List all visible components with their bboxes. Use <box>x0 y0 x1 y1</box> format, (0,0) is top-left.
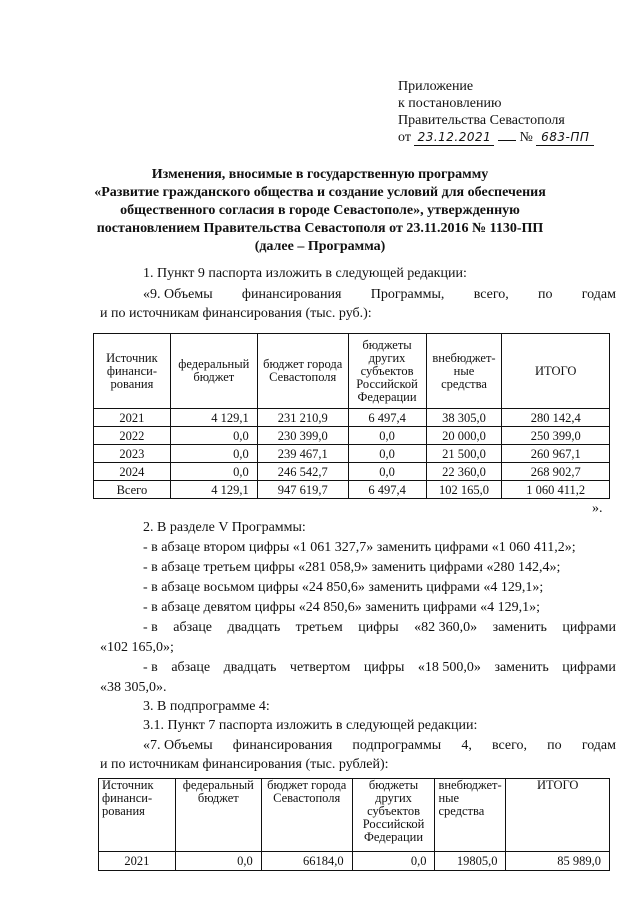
handwritten-number: 683-ПП <box>541 130 590 144</box>
header-federal: федеральный бюджет <box>170 334 257 409</box>
p1-line-3: и по источникам финансирования (тыс. руб.): <box>100 306 372 321</box>
cell-other-subjects: 6 497,4 <box>348 409 426 427</box>
title-line-4: постановлением Правительства Севастополя от 23.11.2016 № 1130-ПП <box>96 221 544 236</box>
cell-total: 268 902,7 <box>502 463 610 481</box>
p2-item: - в абзаце втором цифры «1 061 327,7» заменить цифрами «1 060 411,2»; <box>143 540 576 555</box>
header-city: бюджет города Севастополя <box>261 779 352 852</box>
title-line-5: (далее – Программа) <box>254 239 386 254</box>
annex-line-1: Приложение <box>398 79 474 94</box>
cell-other-subjects: 6 497,4 <box>348 481 426 499</box>
p2-word: «18 500,0» <box>417 660 481 675</box>
cell-city: 230 399,0 <box>257 427 348 445</box>
p2-item: - в абзаце девятом цифры «24 850,6» заменить цифрами «4 129,1»; <box>143 600 541 615</box>
cell-federal: 4 129,1 <box>170 481 257 499</box>
p1-line-2 <box>143 286 616 304</box>
p2-word: цифры <box>363 660 405 675</box>
table-row <box>94 427 610 445</box>
title-line-3: общественного согласия в городе Севастополе», утвержденную <box>120 203 520 218</box>
cell-off-budget: 21 500,0 <box>426 445 502 463</box>
p1-word: Программы, <box>370 287 445 302</box>
cell-total: 260 967,1 <box>502 445 610 463</box>
table1-closing-quote: ». <box>592 501 603 516</box>
cell-other-subjects: 0,0 <box>348 445 426 463</box>
annex-date-line <box>398 129 594 146</box>
cell-federal: 0,0 <box>170 463 257 481</box>
cell-off-budget: 102 165,0 <box>426 481 502 499</box>
header-source: Источник финанси-рования <box>99 779 176 852</box>
cell-total: 1 060 411,2 <box>502 481 610 499</box>
p2-word: «82 360,0» <box>414 620 478 635</box>
table-row <box>94 445 610 463</box>
p3-sub: 3.1. Пункт 7 паспорта изложить в следующей редакции: <box>143 718 478 733</box>
p2-word: третьем <box>295 620 343 635</box>
financing-table-1 <box>93 333 610 499</box>
annex-line-2: к постановлению <box>398 96 502 111</box>
p2-word: цифрами <box>562 660 616 675</box>
cell-total: 250 399,0 <box>502 427 610 445</box>
cell-total: 280 142,4 <box>502 409 610 427</box>
p2-word: цифрами <box>562 620 616 635</box>
cell-city: 231 210,9 <box>257 409 348 427</box>
cell-other-subjects: 0,0 <box>352 852 435 871</box>
document-title <box>60 166 580 256</box>
cell-other-subjects: 0,0 <box>348 463 426 481</box>
p3-word: годам <box>581 738 616 753</box>
cell-federal: 0,0 <box>170 445 257 463</box>
p2-heading: 2. В разделе V Программы: <box>143 520 306 535</box>
cell-year: 2021 <box>94 409 171 427</box>
header-total: ИТОГО <box>502 334 610 409</box>
cell-other-subjects: 0,0 <box>348 427 426 445</box>
p2-word: четвертом <box>289 660 351 675</box>
p3-word: по <box>547 738 562 753</box>
p1-line-1: 1. Пункт 9 паспорта изложить в следующей редакции: <box>143 266 467 281</box>
annex-line-3: Правительства Севастополя <box>398 113 565 128</box>
number-underline <box>536 130 594 146</box>
header-other-subjects: бюджеты других субъектов Российской Федерации <box>348 334 426 409</box>
number-prefix: № <box>519 130 533 145</box>
p2-item-5 <box>143 619 616 637</box>
p2-word: - в <box>143 660 158 675</box>
cell-federal: 0,0 <box>175 852 261 871</box>
table-row <box>94 463 610 481</box>
title-line-2: «Развитие гражданского общества и создание условий для обеспечения <box>94 185 546 200</box>
cell-year: 2023 <box>94 445 171 463</box>
table-row <box>94 409 610 427</box>
p3-word: финансирования <box>232 738 333 753</box>
title-line-1: Изменения, вносимые в государственную программу <box>151 167 489 182</box>
p3-heading: 3. В подпрограмме 4: <box>143 699 270 714</box>
header-other-subjects: бюджеты других субъектов Российской Федерации <box>352 779 435 852</box>
date-prefix: от <box>398 130 411 145</box>
cell-city: 66184,0 <box>261 852 352 871</box>
header-city: бюджет города Севастополя <box>257 334 348 409</box>
cell-city: 246 542,7 <box>257 463 348 481</box>
header-total: ИТОГО <box>506 779 610 852</box>
p2-item-6 <box>143 659 616 677</box>
p2-word: цифры <box>358 620 399 635</box>
p2-word: заменить <box>494 660 549 675</box>
cell-year: 2021 <box>99 852 176 871</box>
table-header-row <box>99 779 610 852</box>
table-row <box>99 852 610 871</box>
cell-off-budget: 20 000,0 <box>426 427 502 445</box>
header-off-budget: внебюджет-ные средства <box>426 334 502 409</box>
header-off-budget: внебюджет-ные средства <box>435 779 506 852</box>
annex-block <box>398 78 594 146</box>
table-row-total <box>94 481 610 499</box>
header-source: Источник финанси-рования <box>94 334 171 409</box>
cell-off-budget: 22 360,0 <box>426 463 502 481</box>
date-underline <box>414 130 494 146</box>
p1-word: по <box>538 287 553 302</box>
cell-city: 947 619,7 <box>257 481 348 499</box>
financing-table-2 <box>98 778 610 871</box>
p1-word: годам <box>581 287 616 302</box>
cell-off-budget: 19805,0 <box>435 852 506 871</box>
p3-line-2: и по источникам финансирования (тыс. рублей): <box>100 757 389 772</box>
cell-year: 2022 <box>94 427 171 445</box>
p2-item-6-cont: «38 305,0». <box>100 680 167 695</box>
cell-total: 85 989,0 <box>506 852 610 871</box>
p3-word: 4, <box>461 738 472 753</box>
p3-word: «7. Объемы <box>143 738 213 753</box>
p2-word: двадцать <box>223 660 277 675</box>
p2-word: заменить <box>492 620 547 635</box>
p1-word: финансирования <box>241 287 342 302</box>
p2-item: - в абзаце третьем цифры «281 058,9» заменить цифрами «280 142,4»; <box>143 560 561 575</box>
table-header-row <box>94 334 610 409</box>
date-gap-underline <box>498 140 516 141</box>
p2-word: абзаце <box>173 620 213 635</box>
p3-word: всего, <box>492 738 528 753</box>
p1-word: «9. Объемы <box>143 287 213 302</box>
p3-line <box>143 737 616 755</box>
p2-item: - в абзаце восьмом цифры «24 850,6» заменить цифрами «4 129,1»; <box>143 580 544 595</box>
p2-word: абзаце <box>171 660 211 675</box>
cell-year: 2024 <box>94 463 171 481</box>
cell-federal: 0,0 <box>170 427 257 445</box>
p2-item-5-cont: «102 165,0»; <box>100 640 174 655</box>
cell-federal: 4 129,1 <box>170 409 257 427</box>
cell-year: Всего <box>94 481 171 499</box>
cell-city: 239 467,1 <box>257 445 348 463</box>
p2-word: - в <box>143 620 158 635</box>
p1-word: всего, <box>473 287 509 302</box>
handwritten-date: 23.12.2021 <box>417 130 492 144</box>
cell-off-budget: 38 305,0 <box>426 409 502 427</box>
p2-word: двадцать <box>227 620 281 635</box>
header-federal: федеральный бюджет <box>175 779 261 852</box>
p3-word: подпрограммы <box>352 738 442 753</box>
